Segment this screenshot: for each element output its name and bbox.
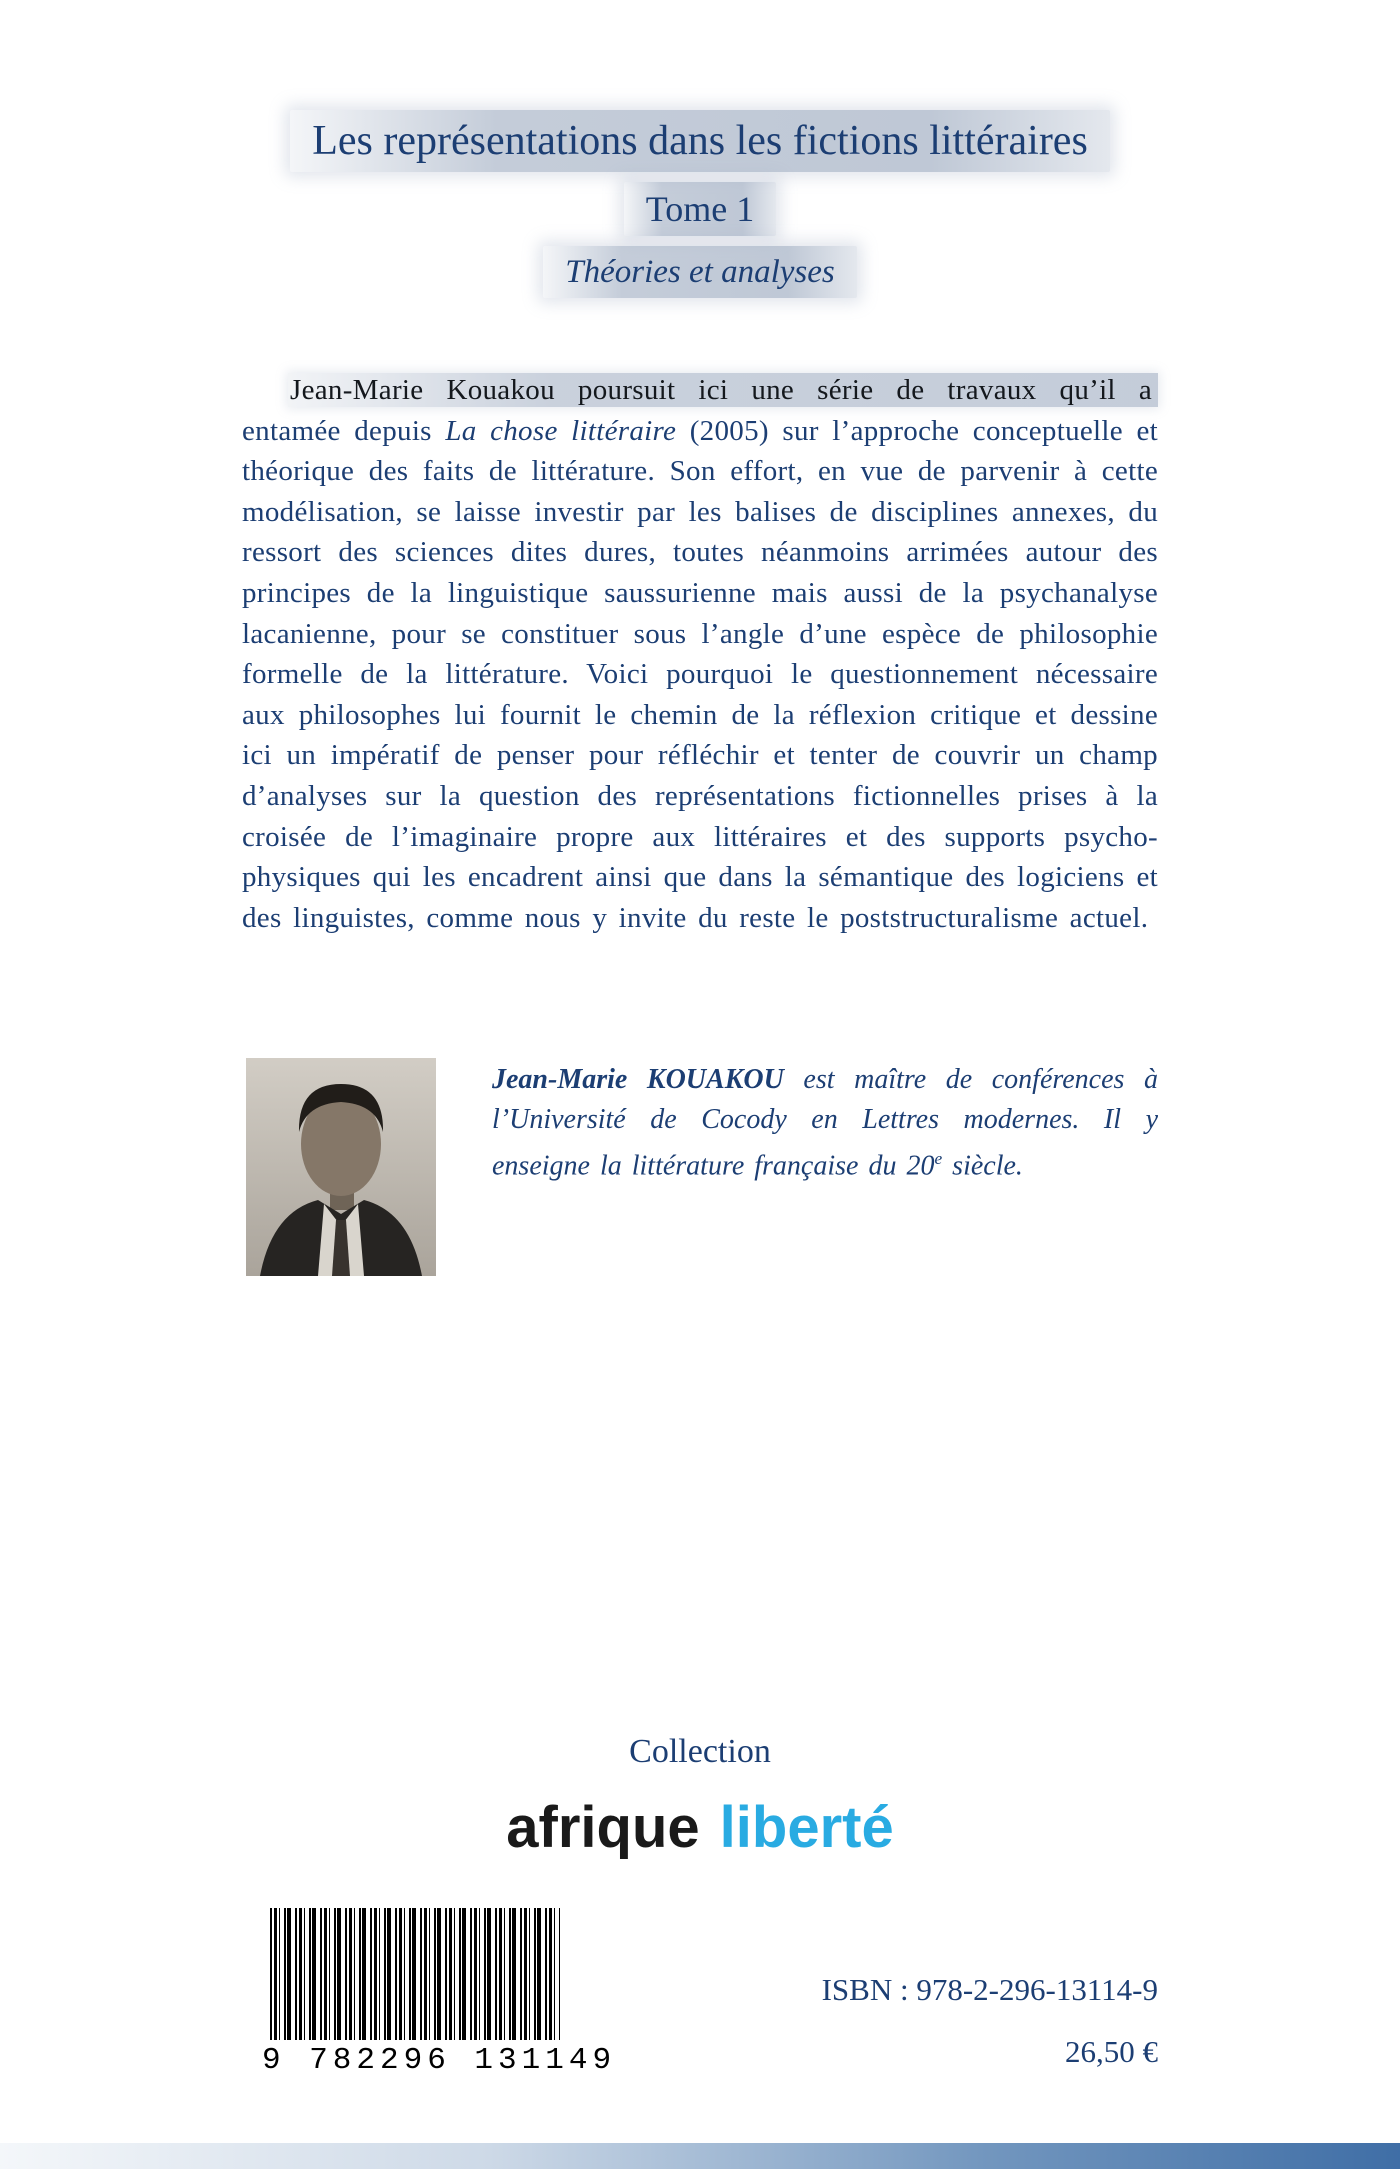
- back-cover-blurb: [242, 370, 1158, 938]
- author-name: Jean-Marie KOUAKOU: [492, 1064, 784, 1095]
- book-subtitle: Théories et analyses: [543, 246, 856, 298]
- footer-gradient-bar: [0, 2143, 1400, 2169]
- collection-label: Collection: [629, 1733, 771, 1770]
- book-tome: Tome 1: [624, 182, 776, 236]
- blurb-text-rest: (2005) sur l’approche conceptuelle et théorique des faits de littérature. Son effort, en vue de parvenir à cette modélisation, se laisse investir par les balises de disciplines annexes, du ressort des sciences dites dures, toutes néanmoins arrimées autour des principes de la linguistique saussurienne mais aussi de la psychanalyse lacanienne, pour se constituer sous l’angle d’une espèce de philosophie formelle de la littérature. Voici pourquoi le questionnement nécessaire aux philosophes lui fournit le chemin de la réflexion critique et dessine ici un impératif de penser pour réfléchir et tenter de couvrir un champ d’analyses sur la question des représentations fictionnelles prises à la croisée de l’imaginaire propre aux littéraires et des supports psycho-physiques qui les encadrent ainsi que dans la sémantique des logiciens et des linguistes, comme nous y invite du reste le poststructuralisme actuel.: [242, 414, 1158, 934]
- isbn: ISBN : 978-2-296-13114-9: [821, 1972, 1158, 2007]
- barcode-digits: 9 782296 131149: [262, 2043, 617, 2078]
- author-bio-sup: e: [934, 1149, 943, 1168]
- author-section: [246, 1058, 1158, 1276]
- logo-word-afrique: afrique: [506, 1795, 700, 1860]
- price: 26,50 €: [1065, 2034, 1158, 2069]
- logo-word-liberte: liberté: [719, 1795, 894, 1860]
- blurb-lead: Jean-Marie Kouakou poursuit ici une série de travaux qu’il a: [288, 373, 1158, 407]
- isbn-price-block: [800, 1972, 1158, 2070]
- blurb-italic-title: La chose littéraire: [445, 414, 677, 447]
- author-photo-image: [246, 1058, 436, 1276]
- author-photo: [246, 1058, 436, 1276]
- title-line: [0, 110, 1400, 172]
- author-bio: [492, 1058, 1158, 1186]
- author-bio-text-end: siècle.: [942, 1150, 1023, 1182]
- author-bio-text: est maître de conférences à l’Université de Cocody en Lettres modernes. Il y enseigne la littérature française du 20: [492, 1064, 1158, 1182]
- blurb-text: entamée depuis: [242, 414, 446, 447]
- subtitle-line: [0, 246, 1400, 298]
- collection-logo: [0, 1796, 1400, 1860]
- title-block: [0, 110, 1400, 308]
- barcode-bars: [270, 1908, 560, 2040]
- barcode: [262, 1908, 617, 2078]
- tome-line: [0, 182, 1400, 236]
- book-title: Les représentations dans les fictions littéraires: [290, 110, 1110, 172]
